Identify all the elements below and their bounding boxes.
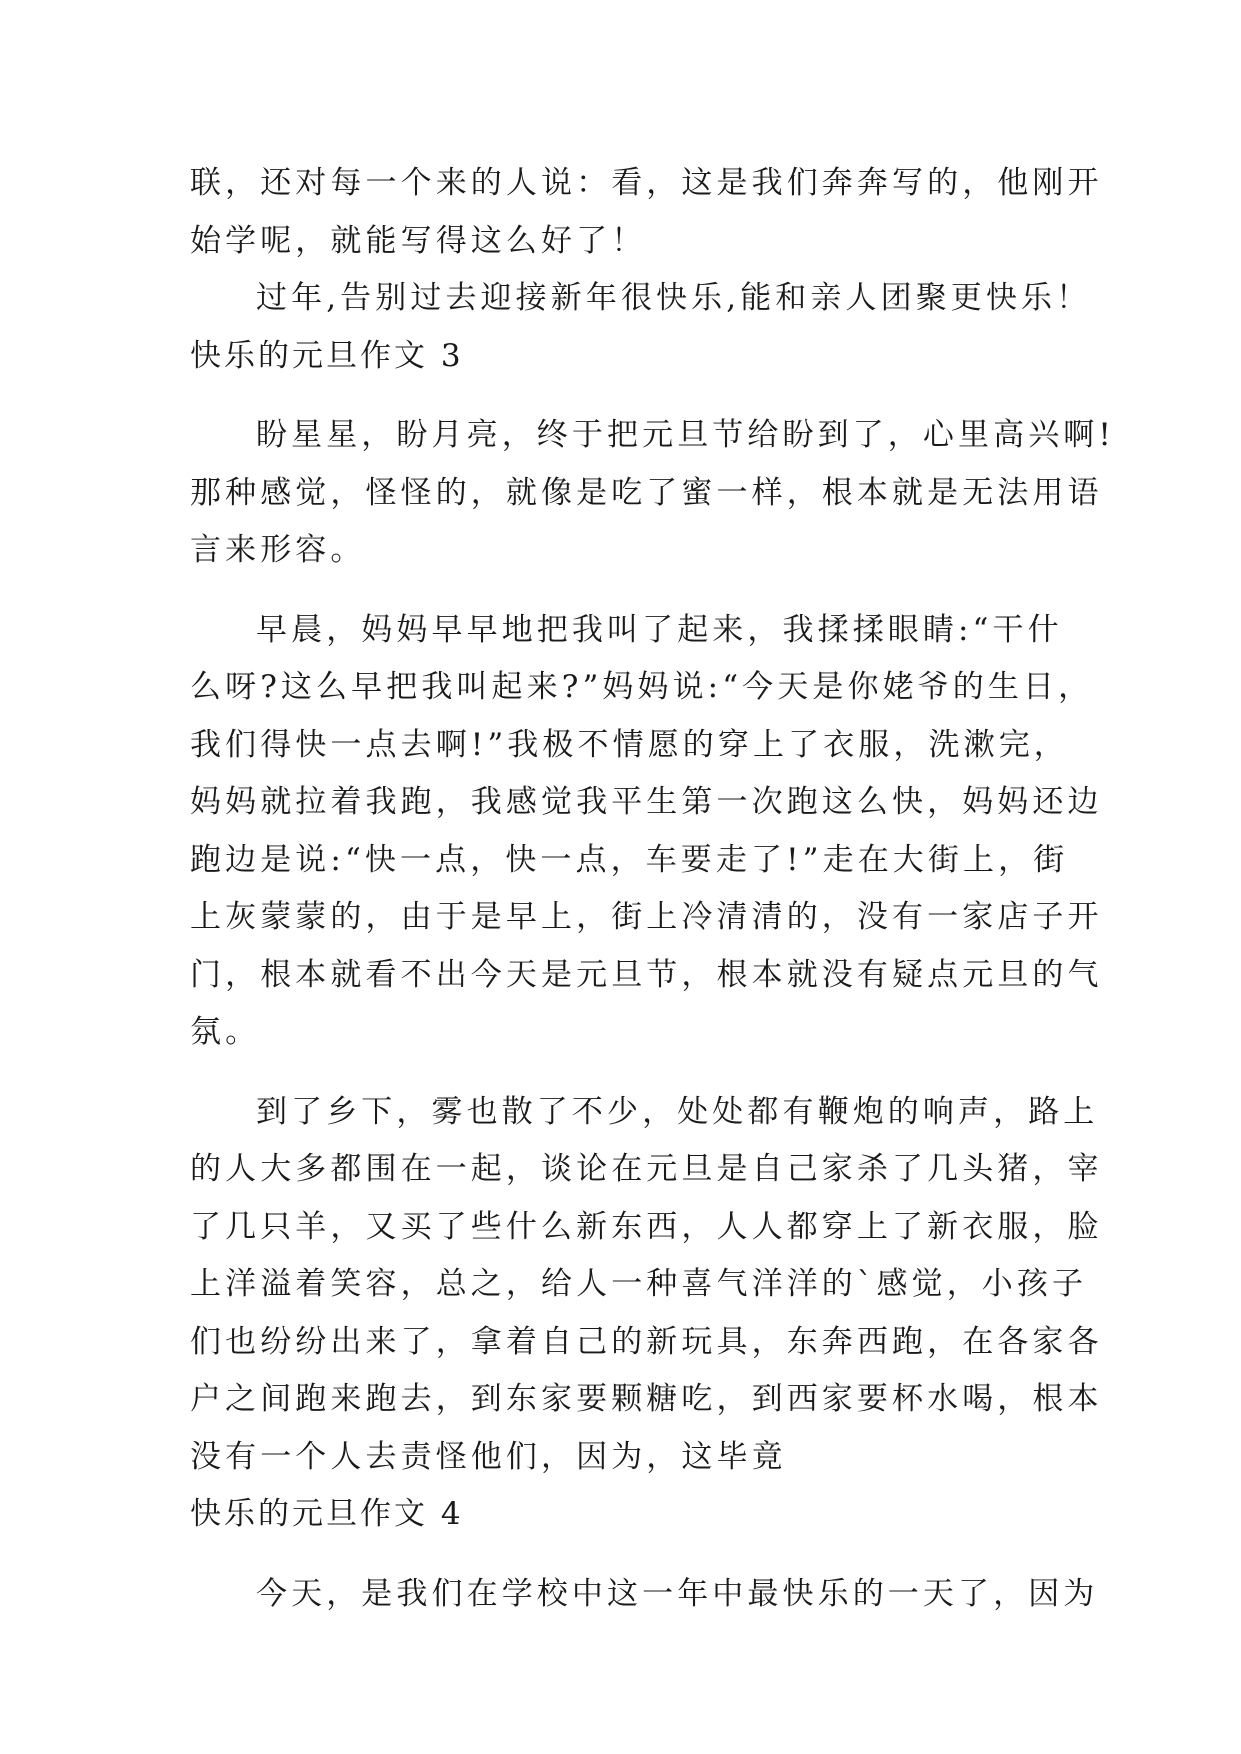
paragraph-line: 盼星星，盼月亮，终于把元旦节给盼到了，心里高兴啊!: [256, 417, 1115, 453]
text-line: 上洋溢着笑容，总之，给人一种喜气洋洋的`感觉，小孩子: [190, 1266, 1088, 1302]
text-line: 们也纷纷出来了，拿着自己的新玩具，东奔西跑，在各家各: [190, 1323, 1103, 1360]
text-line: 那种感觉，怪怪的，就像是吃了蜜一样，根本就是无法用语: [190, 474, 1103, 511]
paragraph-line: 过年,告别过去迎接新年很快乐,能和亲人团聚更快乐！: [256, 280, 1092, 316]
paragraph-line: 今天，是我们在学校中这一年中最快乐的一天了，因为: [256, 1575, 1099, 1612]
text-line: 没有一个人去责怪他们，因为，这毕竟: [190, 1438, 787, 1475]
text-line: 妈妈就拉着我跑，我感觉我平生第一次跑这么快，妈妈还边: [190, 784, 1103, 820]
text-line: 始学呢，就能写得这么好了！: [190, 222, 647, 259]
section-heading: 快乐的元旦作文 3: [190, 337, 464, 374]
text-line: 了几只羊，又买了些什么新东西，人人都穿上了新衣服，脸: [190, 1208, 1103, 1245]
paragraph-line: 早晨，妈妈早早地把我叫了起来，我揉揉眼睛:“干什: [256, 611, 1063, 648]
text-line: 言来形容。: [190, 532, 366, 568]
text-line: 么呀?这么早把我叫起来?”妈妈说:“今天是你姥爷的生日，: [190, 669, 1094, 705]
paragraph-line: 到了乡下，雾也散了不少，处处都有鞭炮的响声，路上: [256, 1093, 1099, 1130]
text-line: 跑边是说:“快一点，快一点，车要走了!”走在大街上，街: [190, 841, 1069, 878]
text-line: 的人大多都围在一起，谈论在元旦是自己家杀了几头猪，宰: [190, 1151, 1103, 1187]
text-line: 我们得快一点去啊!”我极不情愿的穿上了衣服，洗漱完，: [190, 726, 1069, 763]
text-line: 户之间跑来跑去，到东家要颗糖吃，到西家要杯水喝，根本: [190, 1381, 1103, 1417]
text-line: 氛。: [190, 1014, 261, 1050]
section-heading: 快乐的元旦作文 4: [190, 1496, 464, 1532]
text-line: 门，根本就看不出今天是元旦节，根本就没有疑点元旦的气: [190, 956, 1103, 993]
text-line: 上灰蒙蒙的，由于是早上，街上冷清清的，没有一家店子开: [190, 899, 1103, 935]
essay-text: [190, 155, 1115, 1623]
text-line: 联，还对每一个来的人说：看，这是我们奔奔写的，他刚开: [190, 165, 1103, 201]
